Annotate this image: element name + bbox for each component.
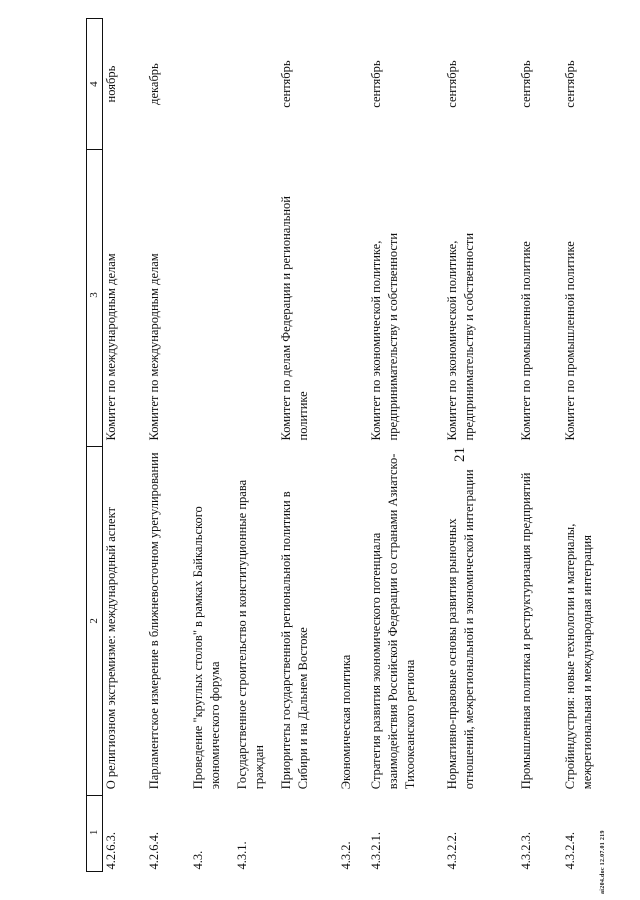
row-month: сентябрь (563, 60, 578, 108)
plan-table (86, 18, 612, 872)
row-committee: Комитет по международным делам (103, 253, 118, 441)
row-number (278, 795, 338, 871)
table-row (278, 19, 338, 872)
row-committee (338, 150, 368, 447)
row-title: Нормативно-правовые основы развития рыночных отношений, межрегиональной и экономической интеграции (445, 469, 477, 790)
row-month: декабрь (147, 63, 162, 105)
header-col-4: 4 (87, 19, 103, 150)
footer-file-code: ai204.doc 12.07.01 219 (600, 830, 606, 894)
table-row (234, 19, 278, 872)
row-number: 4.3.2.3. (519, 832, 534, 870)
row-committee: Комитет по международным делам (147, 253, 162, 441)
row-title: Стратегия развития экономического потенциала взаимодействия Российской Федерации со странами Азиатско-Тихоокеанского региона (369, 453, 418, 790)
row-committee (190, 150, 234, 447)
header-col-2: 2 (87, 446, 103, 795)
row-month (190, 19, 234, 150)
table-row (518, 19, 562, 872)
row-committee: Комитет по промышленной политике (563, 241, 578, 441)
row-title: Приоритеты государственной региональной политики в Сибири и на Дальнем Востоке (279, 491, 311, 790)
table-row (562, 19, 612, 872)
table-row (146, 19, 190, 872)
row-title: Парламентское измерение в ближневосточном урегулировании (147, 452, 162, 790)
table-row (190, 19, 234, 872)
row-number: 4.3.2. (339, 841, 354, 870)
row-title: Экономическая политика (339, 654, 354, 790)
row-month: сентябрь (445, 60, 460, 108)
row-number: 4.3.2.4. (563, 832, 578, 870)
row-committee: Комитет по промышленной политике (519, 241, 534, 441)
table-header-row (87, 19, 103, 872)
row-month: сентябрь (519, 60, 534, 108)
row-number: 4.3.1. (235, 841, 250, 870)
row-month (338, 19, 368, 150)
row-month: сентябрь (369, 60, 384, 108)
row-committee: Комитет по делам Федерации и региональной политике (279, 195, 311, 441)
table-row (338, 19, 368, 872)
row-month (234, 19, 278, 150)
row-title: Стройиндустрия: новые технологии и материалы, межрегиональная и международная интеграция (563, 523, 595, 790)
row-title: Государственное строительство и конституционные права граждан (235, 479, 267, 790)
row-committee: Комитет по экономической политике, предпринимательству и собственности (369, 232, 401, 441)
header-col-1: 1 (87, 795, 103, 871)
row-month: ноябрь (103, 65, 118, 103)
table-row (368, 19, 444, 872)
row-number: 4.2.6.4. (147, 832, 162, 870)
header-col-3: 3 (87, 150, 103, 447)
page-number: 21 (452, 447, 468, 462)
row-number: 4.3.2.2. (445, 832, 460, 870)
row-committee: Комитет по экономической политике, предпринимательству и собственности (445, 232, 477, 441)
row-number: 4.3. (191, 850, 206, 870)
row-title: О религиозном экстремизме: международный аспект (103, 507, 118, 790)
row-committee (234, 150, 278, 447)
table-body (102, 19, 612, 872)
table-row (102, 19, 146, 872)
row-title: Промышленная политика и реструктуризация предприятий (519, 472, 534, 790)
row-number: 4.3.2.1. (369, 832, 384, 870)
table-row (444, 19, 518, 872)
row-month: сентябрь (279, 60, 294, 108)
row-title: Проведение "круглых столов" в рамках Байкальского экономического форума (191, 506, 223, 790)
row-number: 4.2.6.3. (103, 832, 118, 870)
